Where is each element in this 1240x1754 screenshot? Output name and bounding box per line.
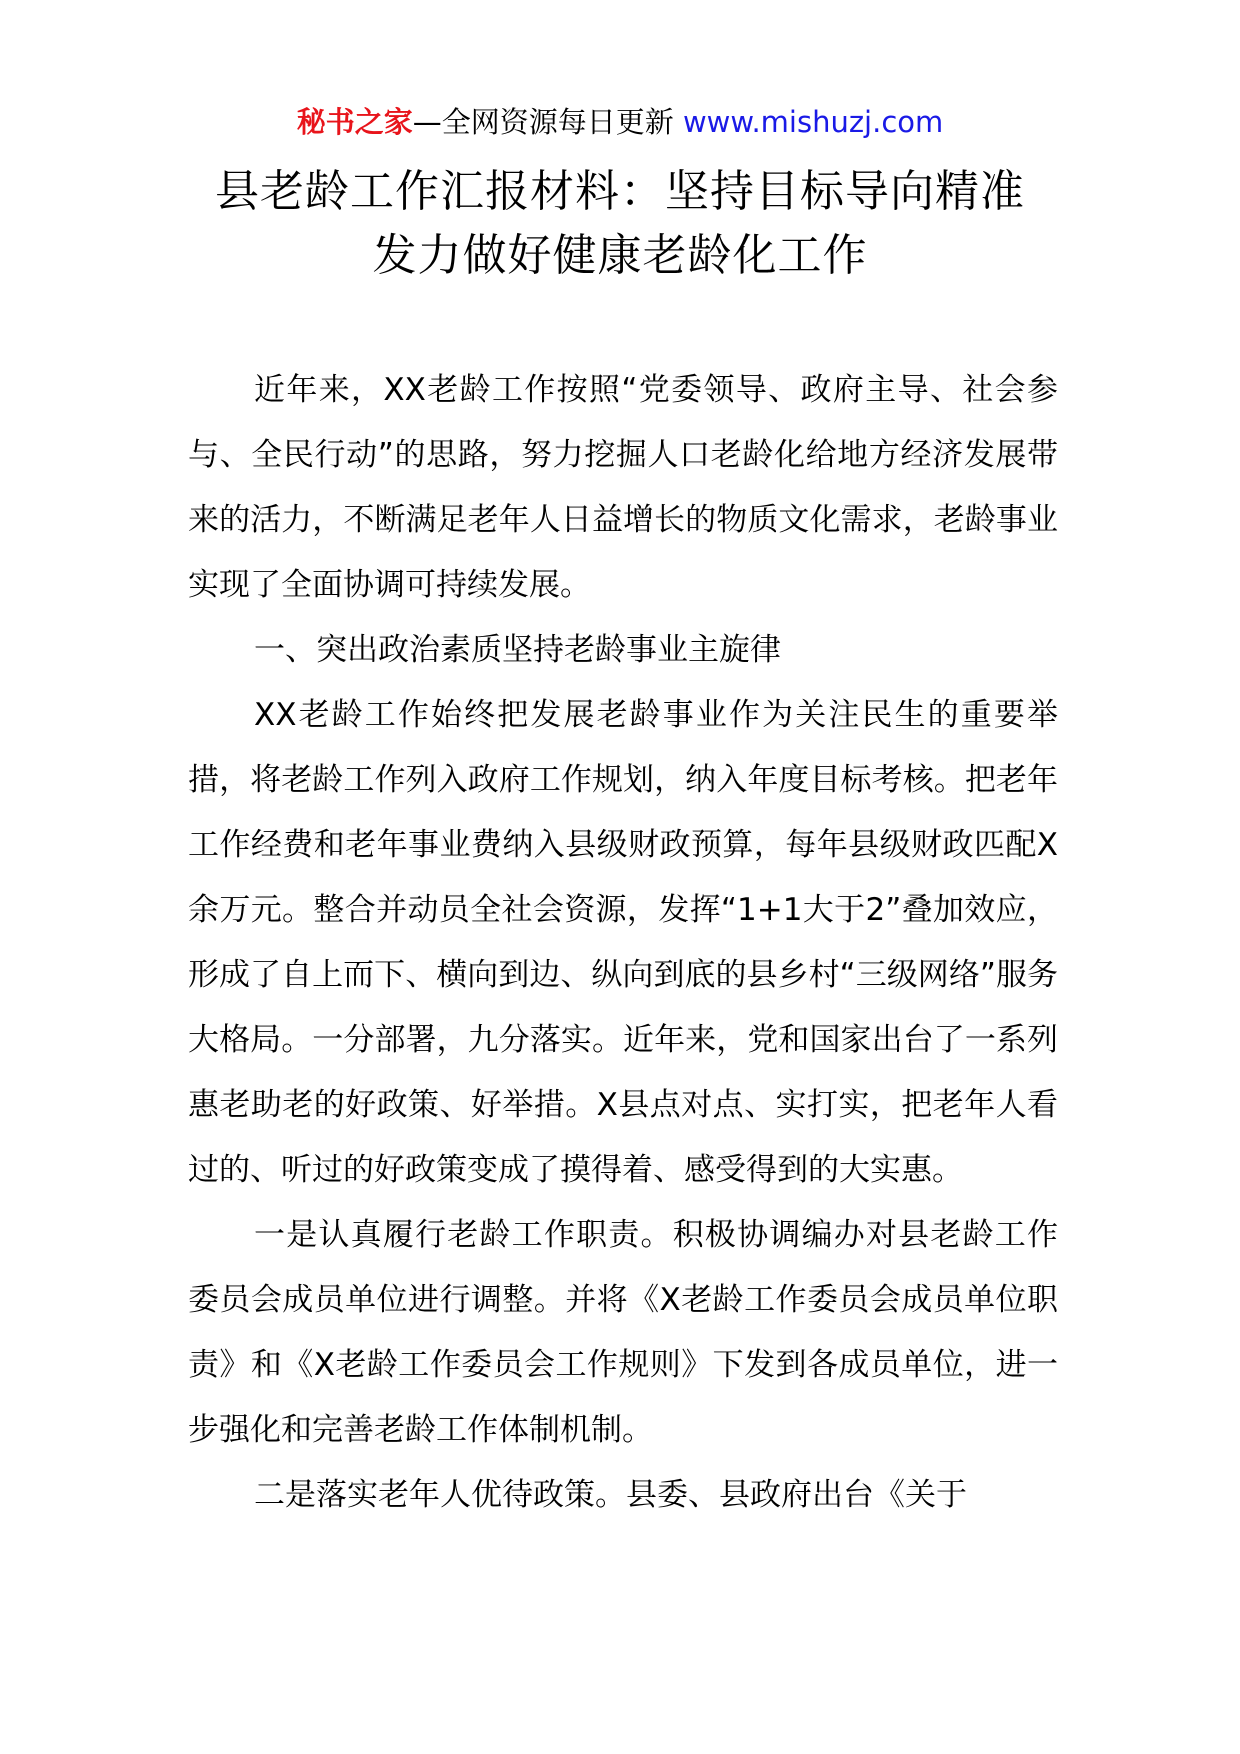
- site-url-link[interactable]: www.mishuzj.com: [682, 105, 944, 139]
- paragraph-point-1: 一是认真履行老龄工作职责。积极协调编办对县老龄工作委员会成员单位进行调整。并将《X老龄工作委员会成员单位职责》和《X老龄工作委员会工作规则》下发到各成员单位，进一步强化和完善老龄工作体制机制。: [188, 1217, 1058, 1448]
- brand-name: 秘书之家: [296, 105, 413, 139]
- header-tagline: —全网资源每日更新: [412, 105, 674, 139]
- document-title: [150, 160, 1090, 288]
- paragraph-intro: 近年来，XX老龄工作按照“党委领导、政府主导、社会参与、全民行动”的思路，努力挖掘人口老龄化给地方经济发展带来的活力，不断满足老年人日益增长的物质文化需求，老龄事业实现了全面协调可持续发展。: [188, 372, 1058, 603]
- paragraph-section-1: XX老龄工作始终把发展老龄事业作为关注民生的重要举措，将老龄工作列入政府工作规划，纳入年度目标考核。把老年工作经费和老年事业费纳入县级财政预算，每年县级财政匹配X余万元。整合并动员全社会资源，发挥“1+1大于2”叠加效应，形成了自上而下、横向到边、纵向到底的县乡村“三级网络”服务大格局。一分部署，九分落实。近年来，党和国家出台了一系列惠老助老的好政策、好举措。X县点对点、实打实，把老年人看过的、听过的好政策变成了摸得着、感受得到的大实惠。: [188, 697, 1058, 1188]
- document-body: [188, 358, 1058, 1528]
- site-header: [0, 102, 1240, 142]
- paragraph-point-2: 二是落实老年人优待政策。县委、县政府出台《关于: [254, 1477, 967, 1513]
- title-line-1: 县老龄工作汇报材料：坚持目标导向精准: [215, 166, 1025, 217]
- title-line-2: 发力做好健康老龄化工作: [372, 230, 868, 281]
- section-heading-1: 一、突出政治素质坚持老龄事业主旋律: [254, 632, 781, 668]
